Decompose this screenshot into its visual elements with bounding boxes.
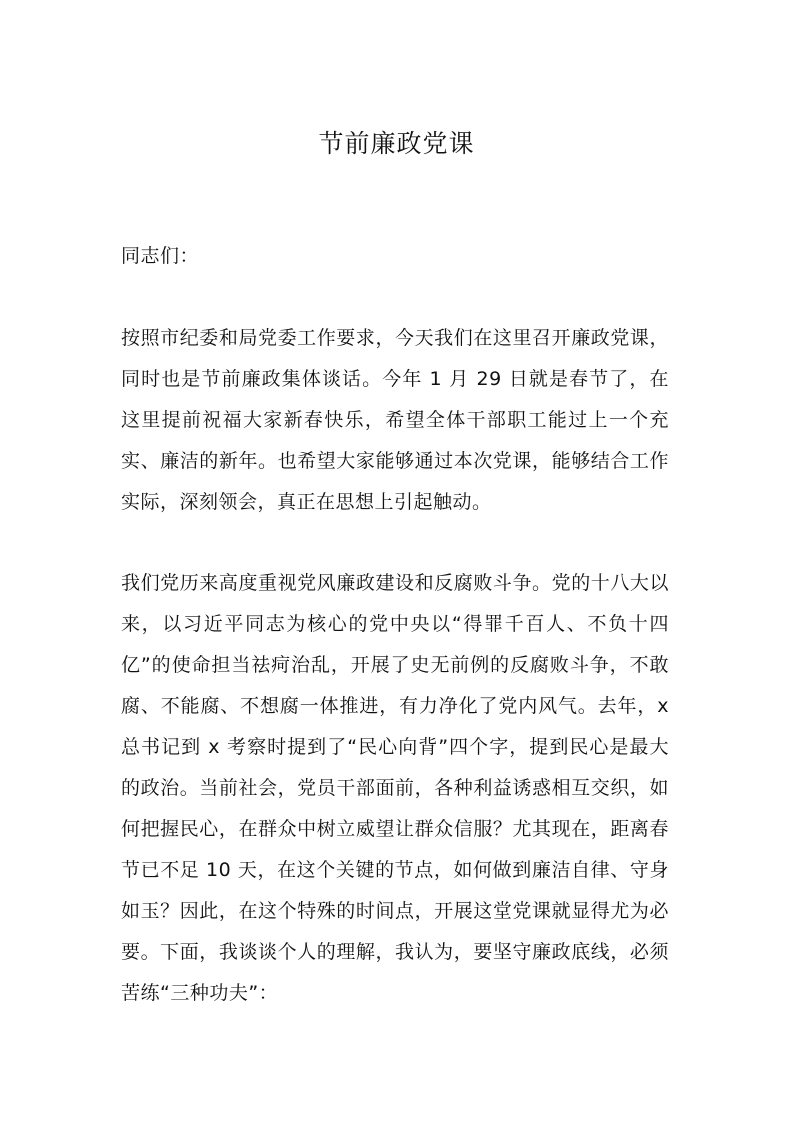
paragraph-2: 我们党历来高度重视党风廉政建设和反腐败斗争。党的十八大以来，以习近平同志为核心的党中央以“得罪千百人、不负十四亿”的使命担当祛疴治乱，开展了史无前例的反腐败斗争，不敢腐、不能腐、不想腐一体推进，有力净化了党内风气。去年，x 总书记到 x 考察时提到了“民心向背”四个字，提到民心是最大的政治。当前社会，党员干部面前，各种利益诱惑相互交织，如何把握民心，在群众中树立威望让群众信服？尤其现在，距离春节已不足 10 天，在这个关键的节点，如何做到廉洁自律、守身如玉？因此，在这个特殊的时间点，开展这堂党课就显得尤为必要。下面，我谈谈个人的理解，我认为，要坚守廉政底线，必须苦练“三种功夫”： bbox=[121, 572, 669, 1004]
salutation: 同志们： bbox=[121, 245, 200, 267]
paragraph-1: 按照市纪委和局党委工作要求，今天我们在这里召开廉政党课，同时也是节前廉政集体谈话。今年 1 月 29 日就是春节了，在这里提前祝福大家新春快乐，希望全体干部职工能过上一个充实、廉洁的新年。也希望大家能够通过本次党课，能够结合工作实际，深刻领会，真正在思想上引起触动。 bbox=[121, 327, 669, 513]
document-title: 节前廉政党课 bbox=[318, 129, 475, 158]
